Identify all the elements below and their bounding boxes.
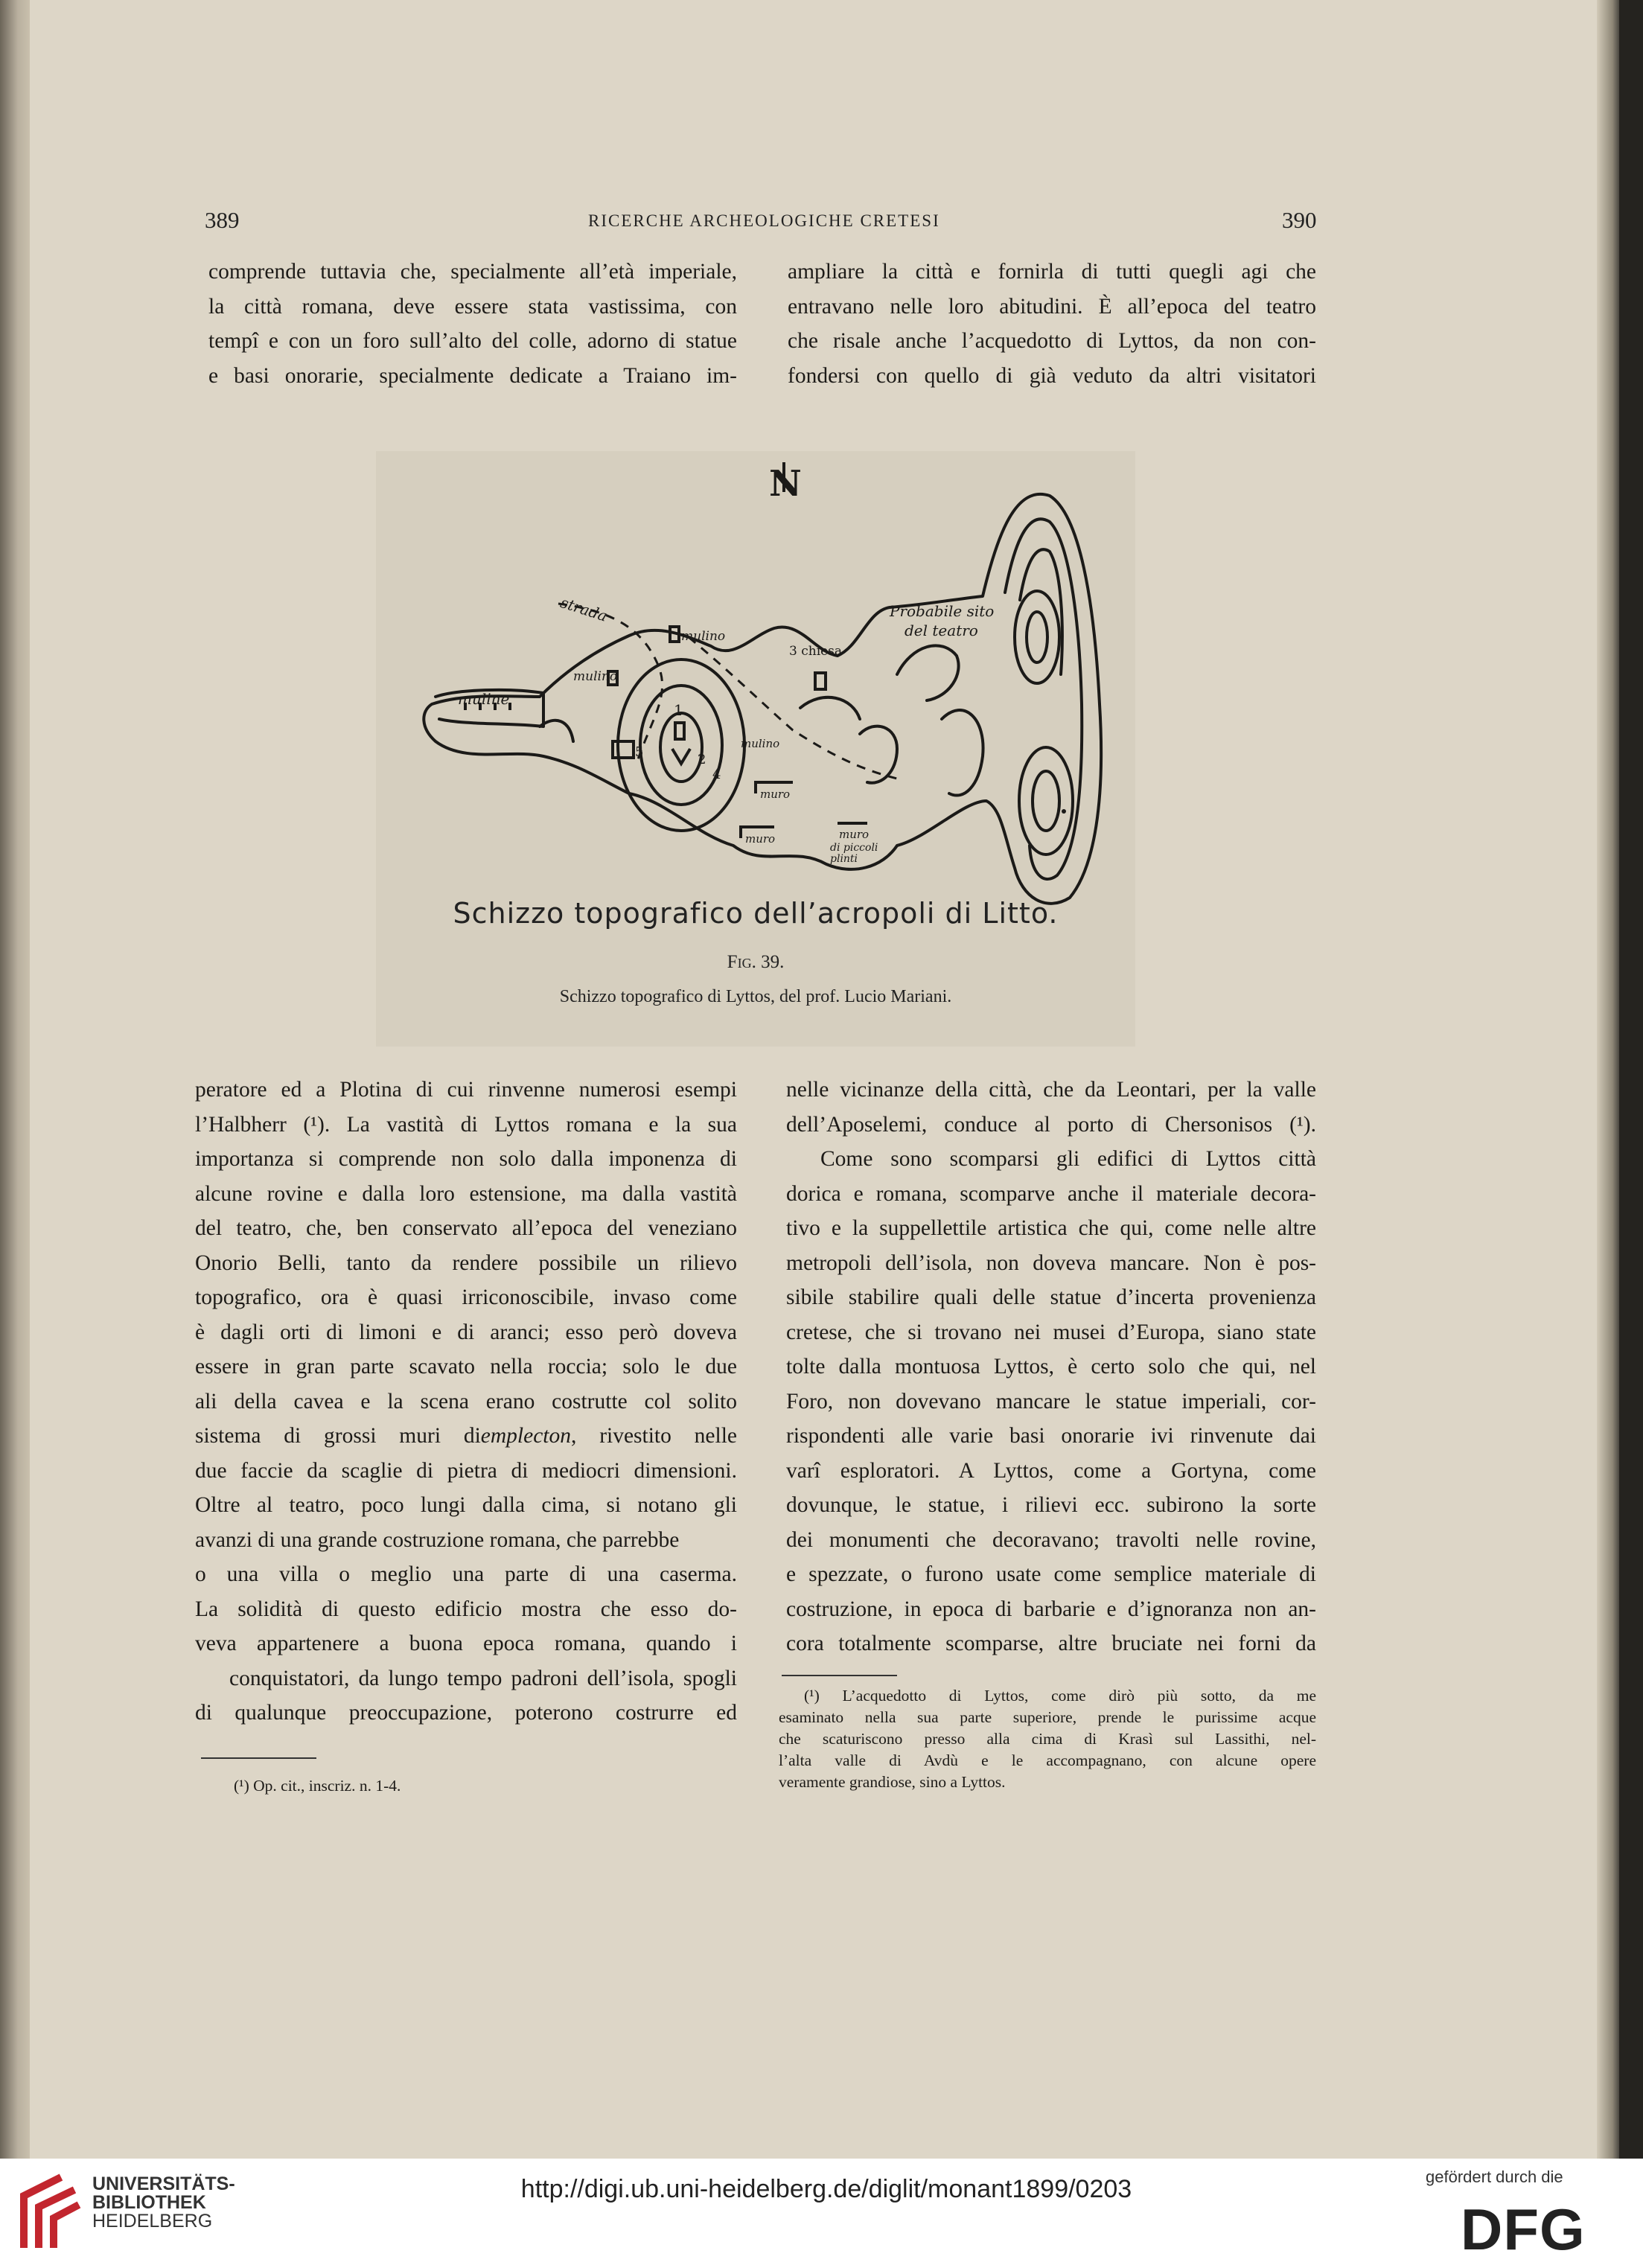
ruin-5 <box>613 741 634 758</box>
theatre-contour <box>897 645 959 700</box>
text-line: ali della cavea e la scena erano costrutte col solito <box>195 1389 737 1413</box>
contour-oval-top-inner <box>1027 612 1047 662</box>
text-line: dorica e romana, scomparve anche il materiale decora- <box>786 1181 1316 1206</box>
text-line: topografico, ora è quasi irriconoscibile, invaso come <box>195 1285 737 1309</box>
text-line: entravano nelle loro abitudini. È all’epoca del teatro <box>788 294 1316 319</box>
sketch-title: Schizzo topografico dell’acropoli di Litto. <box>453 897 1059 930</box>
funded-by-text: gefördert durch die <box>1426 2168 1563 2186</box>
contour-oval-top <box>1015 591 1059 683</box>
text-line: o una villa o meglio una parte di una caserma. <box>195 1562 737 1586</box>
footnote-line: esaminato nella sua parte superiore, prende le purissime acque <box>779 1708 1316 1726</box>
footnote-line: veramente grandiose, sino a Lyttos. <box>779 1773 1006 1791</box>
church-building <box>815 673 826 689</box>
map-label-teatro: del teatro <box>905 622 978 639</box>
footnote-line: (¹) L’acquedotto di Lyttos, come dirò più sotto, da me <box>804 1687 1316 1705</box>
running-title: RICERCHE ARCHEOLOGICHE CRETESI <box>588 211 940 230</box>
theatre-contour <box>942 710 983 796</box>
page-number-right: 390 <box>1282 207 1317 233</box>
library-name <box>92 2175 235 2231</box>
text-span: sistema di grossi muri di <box>195 1424 481 1448</box>
map-label-muro-1: muro <box>760 788 791 801</box>
map-label-plinti: plinti <box>830 853 858 865</box>
map-label-mulino-left: mulino <box>573 669 618 684</box>
text-line: metropoli dell’isola, non doveva mancare. Non è pos- <box>786 1250 1316 1275</box>
text-line: costruzione, in epoca di barbarie e d’ignoranza non an- <box>786 1597 1316 1621</box>
text-line <box>195 1419 737 1454</box>
text-line: sibile stabilire quali delle statue d’incerta provenienza <box>786 1285 1316 1309</box>
text-line: cretese, che si trovano nei musei d’Europa, siano state <box>786 1320 1316 1344</box>
page-edge-shadow <box>1597 0 1619 2159</box>
ruin-2 <box>672 749 690 764</box>
text-line: varî esploratori. A Lyttos, come a Gortyna, come <box>786 1458 1316 1483</box>
library-name-line: UNIVERSITÄTS- <box>92 2173 235 2194</box>
footnote-line: l’alta valle di Avdù e le accompagnano, con alcune opere <box>779 1751 1316 1769</box>
text-line: del teatro, che, ben conservato all’epoca del veneziano <box>195 1216 737 1240</box>
map-label-mulino-mid: mulino <box>741 737 780 750</box>
map-label-muro-2: muro <box>745 832 776 846</box>
text-line: e basi onorarie, specialmente dedicate a Traiano im- <box>208 363 737 388</box>
adjacent-page-edge <box>0 0 30 2159</box>
text-line: la città romana, deve essere stata vastissima, con <box>208 294 737 319</box>
university-library-logo-icon <box>16 2166 83 2257</box>
text-line: Foro, non dovevano mancare le statue imperiali, cor- <box>786 1389 1316 1413</box>
text-line: comprende tuttavia che, specialmente all’età imperiale, <box>208 260 737 284</box>
map-label-muline: muline <box>458 690 510 708</box>
map-label-probabile: Probabile sito <box>890 602 995 620</box>
text-line: essere in gran parte scavato nella roccia; solo le due <box>195 1355 737 1379</box>
map-label-5: 5 <box>635 744 644 760</box>
text-line: dovunque, le statue, i rilievi ecc. subirono la sorte <box>786 1493 1316 1517</box>
text-line: rispondenti alle varie basi onorarie ivi rinvenute dai <box>786 1424 1316 1448</box>
top-left-column <box>208 255 737 393</box>
map-label-4: 4 <box>712 767 721 782</box>
text-line: alcune rovine e dalla loro estensione, ma dalla vastità <box>195 1181 737 1206</box>
italic-term: emplecton <box>480 1424 572 1448</box>
text-span: , rivestito nelle <box>571 1424 738 1448</box>
text-line: è dagli orti di limoni e di aranci; esso però doveva <box>195 1320 737 1344</box>
footnote-left: (¹) Op. cit., inscriz. n. 1-4. <box>234 1777 401 1795</box>
map-label-2: 2 <box>698 752 706 767</box>
text-line: dei monumenti che decoravano; travolti nelle rovine, <box>786 1527 1316 1552</box>
contour-oval-bottom <box>1019 747 1073 855</box>
text-line: tivo e la suppellettile artistica che qui, come nelle altre <box>786 1216 1316 1240</box>
text-line: nelle vicinanze della città, che da Leontari, per la valle <box>786 1078 1316 1102</box>
top-right-column <box>788 255 1316 393</box>
contour-oval-bottom-inner <box>1033 771 1059 831</box>
text-line: importanza si comprende non solo dalla imponenza di <box>195 1147 737 1171</box>
contour <box>800 697 860 719</box>
permalink-url[interactable]: http://digi.ub.uni-heidelberg.de/diglit/monant1899/0203 <box>520 2175 1132 2203</box>
text-line: Onorio Belli, tanto da rendere possibile un rilievo <box>195 1250 737 1275</box>
map-label-chiesa: 3 chiesa <box>789 644 843 659</box>
map-label-piccoli: di piccoli <box>830 842 878 854</box>
map-label-mulino: mulino <box>681 629 726 644</box>
text-line: conquistatori, da lungo tempo padroni dell’isola, spogli <box>229 1666 737 1690</box>
text-line: che risale anche l’acquedotto di Lyttos, da non con- <box>788 329 1316 353</box>
footnote-rule-right <box>782 1675 897 1676</box>
text-line: avanzi di una grande costruzione romana, che parrebbe <box>195 1527 680 1552</box>
right-column <box>786 1073 1316 1661</box>
point-marker <box>1062 809 1066 814</box>
figure-label: Fig. 39. <box>727 952 785 972</box>
footnote-line: che scaturiscono presso alla cima di Krasì sul Lassithi, nel- <box>779 1730 1316 1748</box>
text-line: fondersi con quello di già veduto da altri visitatori <box>788 363 1316 388</box>
text-line: e spezzate, o furono usate come semplice materiale di <box>786 1562 1316 1586</box>
text-line: peratore ed a Plotina di cui rinvenne numerosi esempi <box>195 1078 737 1102</box>
page-number-left: 389 <box>205 207 240 233</box>
text-line: cora totalmente scomparse, altre bruciate nei forni da <box>786 1632 1316 1655</box>
text-line: ampliare la città e fornirla di tutti quegli agi che <box>788 260 1316 284</box>
text-line: di qualunque preoccupazione, poterono costrurre ed <box>195 1701 737 1725</box>
text-line: due faccie da scaglie di pietra di mediocri dimensioni. <box>195 1458 737 1483</box>
dfg-logo: DFG <box>1461 2197 1586 2262</box>
left-column <box>195 1073 737 1731</box>
text-line: veva appartenere a buona epoca romana, quando i <box>195 1632 737 1655</box>
ruin-1 <box>675 723 684 739</box>
map-label-1: 1 <box>674 701 683 719</box>
text-line: Oltre al teatro, poco lungi dalla cima, si notano gli <box>195 1493 737 1517</box>
road <box>558 604 897 779</box>
footnote-right <box>779 1685 1316 1793</box>
library-name-line: HEIDELBERG <box>92 2211 213 2232</box>
north-label: N <box>769 463 802 505</box>
map-label-strada: strada <box>558 593 610 625</box>
text-line: Come sono scomparsi gli edifici di Lyttos città <box>820 1147 1316 1171</box>
text-line: La solidità di questo edificio mostra che esso do- <box>195 1597 737 1621</box>
text-line: tolte dalla montuosa Lyttos, è certo solo che qui, nel <box>786 1355 1316 1379</box>
library-name-line: BIBLIOTHEK <box>92 2192 206 2213</box>
text-line: dell’Aposelemi, conduce al porto di Chersonisos (¹). <box>786 1112 1316 1137</box>
figure-caption: Schizzo topografico di Lyttos, del prof. Lucio Mariani. <box>559 987 952 1006</box>
map-label-muro-3: muro <box>839 828 870 841</box>
text-line: tempî e con un foro sull’alto del colle, adorno di statue <box>208 329 737 353</box>
footnote-rule-left <box>201 1757 316 1759</box>
text-line: l’Halbherr (¹). La vastità di Lyttos romana e la sua <box>195 1112 737 1137</box>
